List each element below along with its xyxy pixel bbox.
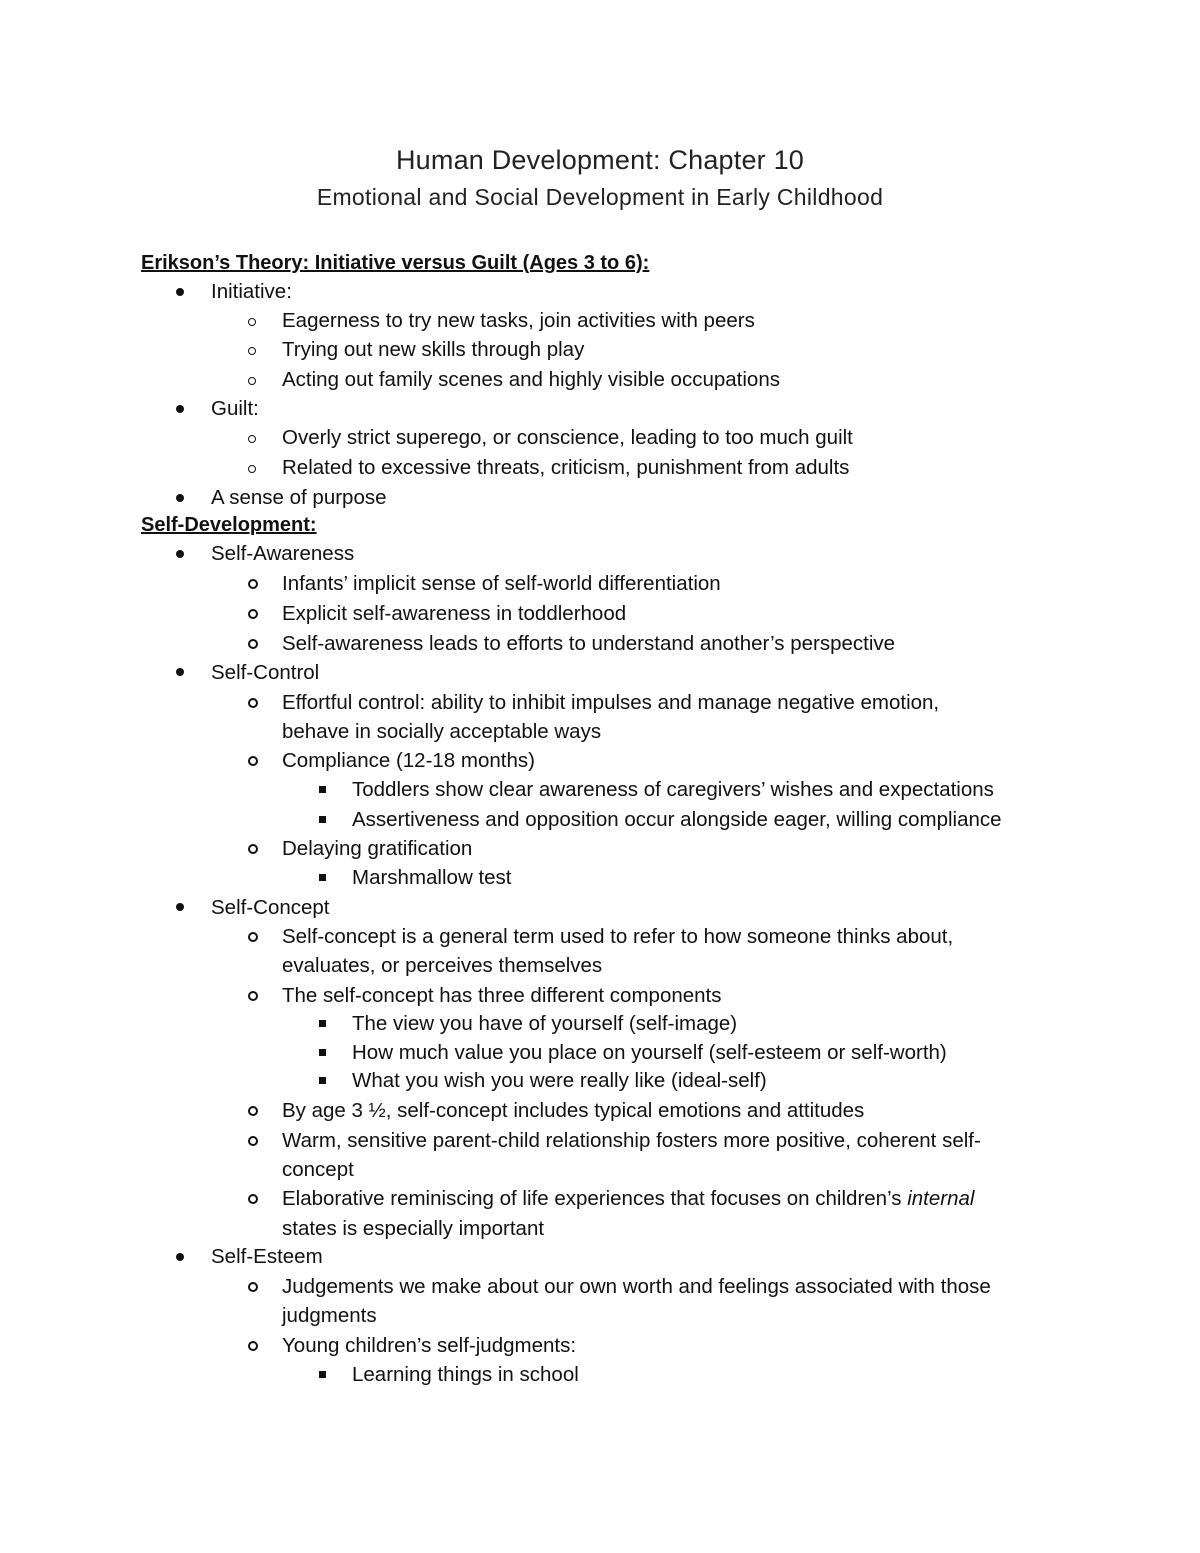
- bullet-icon: [176, 550, 184, 558]
- list-item: Warm, sensitive parent-child relationship fosters more positive, coherent self-: [282, 1129, 981, 1152]
- list-item: By age 3 ½, self-concept includes typical emotions and attitudes: [282, 1099, 865, 1122]
- list-item: Infants’ implicit sense of self-world differentiation: [282, 572, 721, 595]
- list-item: Judgements we make about our own worth and feelings associated with those: [282, 1275, 991, 1298]
- circle-bullet-icon: [248, 756, 258, 766]
- circle-bullet-icon: [248, 435, 256, 443]
- list-item: The self-concept has three different components: [282, 984, 722, 1007]
- list-item: Related to excessive threats, criticism, punishment from adults: [282, 456, 850, 479]
- list-item-continued: behave in socially acceptable ways: [282, 720, 602, 743]
- bullet-icon: [176, 405, 184, 413]
- circle-bullet-icon: [248, 609, 258, 619]
- list-item: The view you have of yourself (self-image): [352, 1012, 738, 1035]
- circle-bullet-icon: [248, 698, 258, 708]
- list-item: Explicit self-awareness in toddlerhood: [282, 602, 627, 625]
- circle-bullet-icon: [248, 318, 256, 326]
- square-bullet-icon: [319, 874, 326, 881]
- list-item: Self-Esteem: [211, 1245, 323, 1268]
- list-item: Self-concept is a general term used to refer to how someone thinks about,: [282, 925, 954, 948]
- list-item: [282, 1184, 974, 1213]
- circle-bullet-icon: [248, 1194, 258, 1204]
- list-item: A sense of purpose: [211, 486, 387, 509]
- page-subtitle: Emotional and Social Development in Early Childhood: [316, 184, 884, 210]
- circle-bullet-icon: [248, 377, 256, 385]
- circle-bullet-icon: [248, 1136, 258, 1146]
- section-heading-self-development: Self-Development:: [141, 514, 317, 536]
- list-item-continued: states is especially important: [282, 1217, 545, 1240]
- bullet-icon: [176, 494, 184, 502]
- bullet-icon: [176, 903, 184, 911]
- list-item: Trying out new skills through play: [282, 338, 585, 361]
- circle-bullet-icon: [248, 1282, 258, 1292]
- list-item: Self-awareness leads to efforts to understand another’s perspective: [282, 632, 896, 655]
- square-bullet-icon: [319, 1371, 326, 1378]
- circle-bullet-icon: [248, 465, 256, 473]
- square-bullet-icon: [319, 1049, 326, 1056]
- list-item-continued: evaluates, or perceives themselves: [282, 954, 603, 977]
- list-item: Self-Concept: [211, 896, 330, 919]
- bullet-icon: [176, 288, 184, 296]
- list-item: Young children’s self-judgments:: [282, 1334, 577, 1357]
- list-item: Learning things in school: [352, 1363, 579, 1386]
- list-item: Delaying gratification: [282, 837, 473, 860]
- circle-bullet-icon: [248, 1106, 258, 1116]
- square-bullet-icon: [319, 1020, 326, 1027]
- emphasis-internal: internal: [907, 1187, 975, 1210]
- list-item: Toddlers show clear awareness of caregivers’ wishes and expectations: [352, 778, 994, 801]
- circle-bullet-icon: [248, 1341, 258, 1351]
- list-item: How much value you place on yourself (self-esteem or self-worth): [352, 1041, 947, 1064]
- square-bullet-icon: [319, 786, 326, 793]
- list-item: Assertiveness and opposition occur alongside eager, willing compliance: [352, 808, 1002, 831]
- bullet-icon: [176, 668, 184, 676]
- square-bullet-icon: [319, 816, 326, 823]
- circle-bullet-icon: [248, 579, 258, 589]
- square-bullet-icon: [319, 1077, 326, 1084]
- circle-bullet-icon: [248, 991, 258, 1001]
- elaborative-text: Elaborative reminiscing of life experiences that focuses on children’s: [282, 1187, 908, 1210]
- page-title: Human Development: Chapter 10: [395, 145, 805, 175]
- list-item: Compliance (12-18 months): [282, 749, 535, 772]
- list-item: Self-Awareness: [211, 542, 355, 565]
- circle-bullet-icon: [248, 932, 258, 942]
- circle-bullet-icon: [248, 844, 258, 854]
- list-item: Self-Control: [211, 661, 320, 684]
- section-heading-erikson: Erikson’s Theory: Initiative versus Guilt (Ages 3 to 6):: [141, 252, 650, 274]
- circle-bullet-icon: [248, 347, 256, 355]
- list-item: Effortful control: ability to inhibit impulses and manage negative emotion,: [282, 691, 940, 714]
- circle-bullet-icon: [248, 639, 258, 649]
- list-item: Overly strict superego, or conscience, leading to too much guilt: [282, 426, 853, 449]
- list-item: Eagerness to try new tasks, join activities with peers: [282, 309, 755, 332]
- list-item-continued: concept: [282, 1158, 354, 1181]
- list-item: What you wish you were really like (ideal-self): [352, 1069, 767, 1092]
- bullet-icon: [176, 1253, 184, 1261]
- list-item: Guilt:: [211, 397, 259, 420]
- list-item: Initiative:: [211, 280, 292, 303]
- list-item-continued: judgments: [282, 1304, 377, 1327]
- list-item: Acting out family scenes and highly visible occupations: [282, 368, 780, 391]
- list-item: Marshmallow test: [352, 866, 512, 889]
